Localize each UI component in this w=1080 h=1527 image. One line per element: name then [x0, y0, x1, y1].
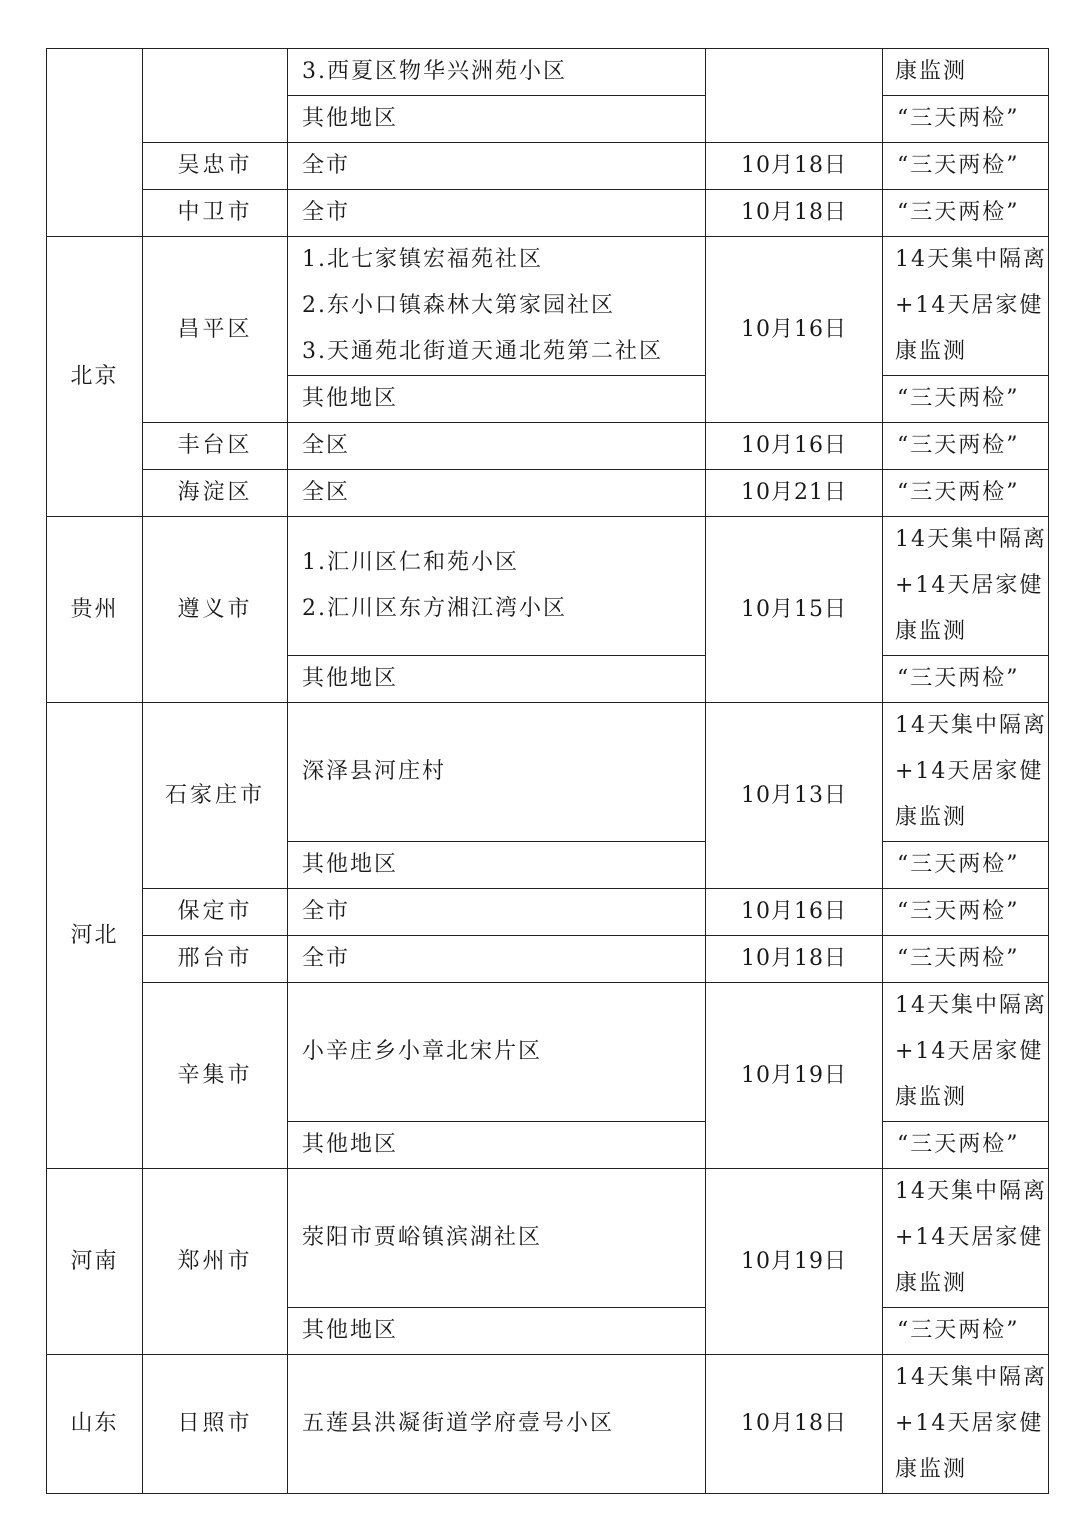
measure-cell: 康监测 — [883, 49, 1049, 96]
measure-line: +14天居家健 — [895, 573, 1044, 598]
measure-cell: “三天两检” — [883, 1308, 1049, 1355]
city-cell-yinchuan — [143, 49, 288, 143]
measure-cell: “三天两检” — [883, 143, 1049, 190]
area-cell — [288, 517, 706, 656]
area-cell: 其他地区 — [288, 376, 706, 423]
area-cell — [288, 237, 706, 376]
date-cell: 10月18日 — [706, 936, 883, 983]
measure-cell — [883, 983, 1049, 1122]
measure-cell: “三天两检” — [883, 936, 1049, 983]
city-cell: 丰台区 — [143, 423, 288, 470]
measure-cell: “三天两检” — [883, 1122, 1049, 1169]
date-cell: 10月16日 — [706, 889, 883, 936]
area-cell: 其他地区 — [288, 842, 706, 889]
area-cell: 全区 — [288, 423, 706, 470]
measure-line: 康监测 — [895, 1271, 968, 1296]
date-cell: 10月16日 — [706, 423, 883, 470]
measure-cell: “三天两检” — [883, 190, 1049, 237]
city-cell: 遵义市 — [143, 517, 288, 703]
measure-cell: “三天两检” — [883, 376, 1049, 423]
measure-cell: “三天两检” — [883, 470, 1049, 517]
table-row — [47, 703, 1049, 842]
table-row — [47, 983, 1049, 1122]
table-row — [47, 237, 1049, 376]
measure-cell — [883, 517, 1049, 656]
date-cell: 10月18日 — [706, 190, 883, 237]
measure-line: +14天居家健 — [895, 293, 1044, 318]
area-line: 1.汇川区仁和苑小区 — [302, 550, 519, 575]
measure-cell — [883, 1169, 1049, 1308]
area-cell: 五莲县洪凝街道学府壹号小区 — [288, 1355, 706, 1494]
area-cell: 全市 — [288, 889, 706, 936]
measure-line: 14天集中隔离 — [895, 1365, 1047, 1390]
table-row — [47, 517, 1049, 656]
date-cell: 10月21日 — [706, 470, 883, 517]
measure-line: +14天居家健 — [895, 1411, 1044, 1436]
table-row — [47, 936, 1049, 983]
city-cell: 保定市 — [143, 889, 288, 936]
table-row — [47, 49, 1049, 96]
province-cell: 北京 — [47, 237, 143, 517]
province-cell: 河南 — [47, 1169, 143, 1355]
date-cell: 10月15日 — [706, 517, 883, 703]
area-cell: 其他地区 — [288, 1308, 706, 1355]
city-cell: 郑州市 — [143, 1169, 288, 1355]
area-cell: 其他地区 — [288, 656, 706, 703]
area-cell: 3.西夏区物华兴洲苑小区 — [288, 49, 706, 96]
measure-cell: “三天两检” — [883, 656, 1049, 703]
city-cell: 石家庄市 — [143, 703, 288, 889]
area-cell: 其他地区 — [288, 96, 706, 143]
city-cell: 中卫市 — [143, 190, 288, 237]
measure-line: 14天集中隔离 — [895, 713, 1047, 738]
city-cell: 日照市 — [143, 1355, 288, 1494]
measure-line: 康监测 — [895, 619, 968, 644]
date-cell: 10月13日 — [706, 703, 883, 889]
table-row — [47, 143, 1049, 190]
measure-line: +14天居家健 — [895, 1225, 1044, 1250]
area-line: 2.汇川区东方湘江湾小区 — [302, 596, 567, 621]
city-cell: 海淀区 — [143, 470, 288, 517]
area-line: 1.北七家镇宏福苑社区 — [302, 247, 543, 272]
table-row — [47, 1169, 1049, 1308]
measure-line: 14天集中隔离 — [895, 1179, 1047, 1204]
date-cell — [706, 49, 883, 143]
measure-cell — [883, 237, 1049, 376]
date-cell: 10月18日 — [706, 143, 883, 190]
area-cell: 全市 — [288, 190, 706, 237]
table-row — [47, 190, 1049, 237]
measure-line: 康监测 — [895, 1457, 968, 1482]
measure-line: 康监测 — [895, 1085, 968, 1110]
area-line: 2.东小口镇森林大第家园社区 — [302, 293, 615, 318]
measure-cell — [883, 703, 1049, 842]
measure-line: 康监测 — [895, 805, 968, 830]
table-row — [47, 889, 1049, 936]
date-cell: 10月18日 — [706, 1355, 883, 1494]
measure-cell: “三天两检” — [883, 889, 1049, 936]
date-cell: 10月16日 — [706, 237, 883, 423]
area-cell: 全区 — [288, 470, 706, 517]
control-measures-table — [46, 48, 1049, 1494]
date-cell: 10月19日 — [706, 1169, 883, 1355]
date-cell: 10月19日 — [706, 983, 883, 1169]
measure-line: 14天集中隔离 — [895, 247, 1047, 272]
table-row — [47, 423, 1049, 470]
measure-cell: “三天两检” — [883, 842, 1049, 889]
area-cell: 荥阳市贾峪镇滨湖社区 — [288, 1169, 706, 1308]
city-cell: 辛集市 — [143, 983, 288, 1169]
city-cell: 邢台市 — [143, 936, 288, 983]
measure-cell: “三天两检” — [883, 423, 1049, 470]
province-cell: 贵州 — [47, 517, 143, 703]
area-cell: 全市 — [288, 936, 706, 983]
measure-line: 14天集中隔离 — [895, 993, 1047, 1018]
measure-cell — [883, 1355, 1049, 1494]
measure-cell: “三天两检” — [883, 96, 1049, 143]
table-row — [47, 470, 1049, 517]
province-cell: 山东 — [47, 1355, 143, 1494]
province-cell: 河北 — [47, 703, 143, 1169]
area-cell: 全市 — [288, 143, 706, 190]
city-cell: 吴忠市 — [143, 143, 288, 190]
area-cell: 小辛庄乡小章北宋片区 — [288, 983, 706, 1122]
city-cell: 昌平区 — [143, 237, 288, 423]
province-cell-ningxia — [47, 49, 143, 237]
measure-line: +14天居家健 — [895, 759, 1044, 784]
area-cell: 其他地区 — [288, 1122, 706, 1169]
table-row — [47, 1355, 1049, 1494]
area-cell: 深泽县河庄村 — [288, 703, 706, 842]
measure-line: +14天居家健 — [895, 1039, 1044, 1064]
measure-line: 14天集中隔离 — [895, 527, 1047, 552]
measure-line: 康监测 — [895, 339, 968, 364]
area-line: 3.天通苑北街道天通北苑第二社区 — [302, 339, 663, 364]
